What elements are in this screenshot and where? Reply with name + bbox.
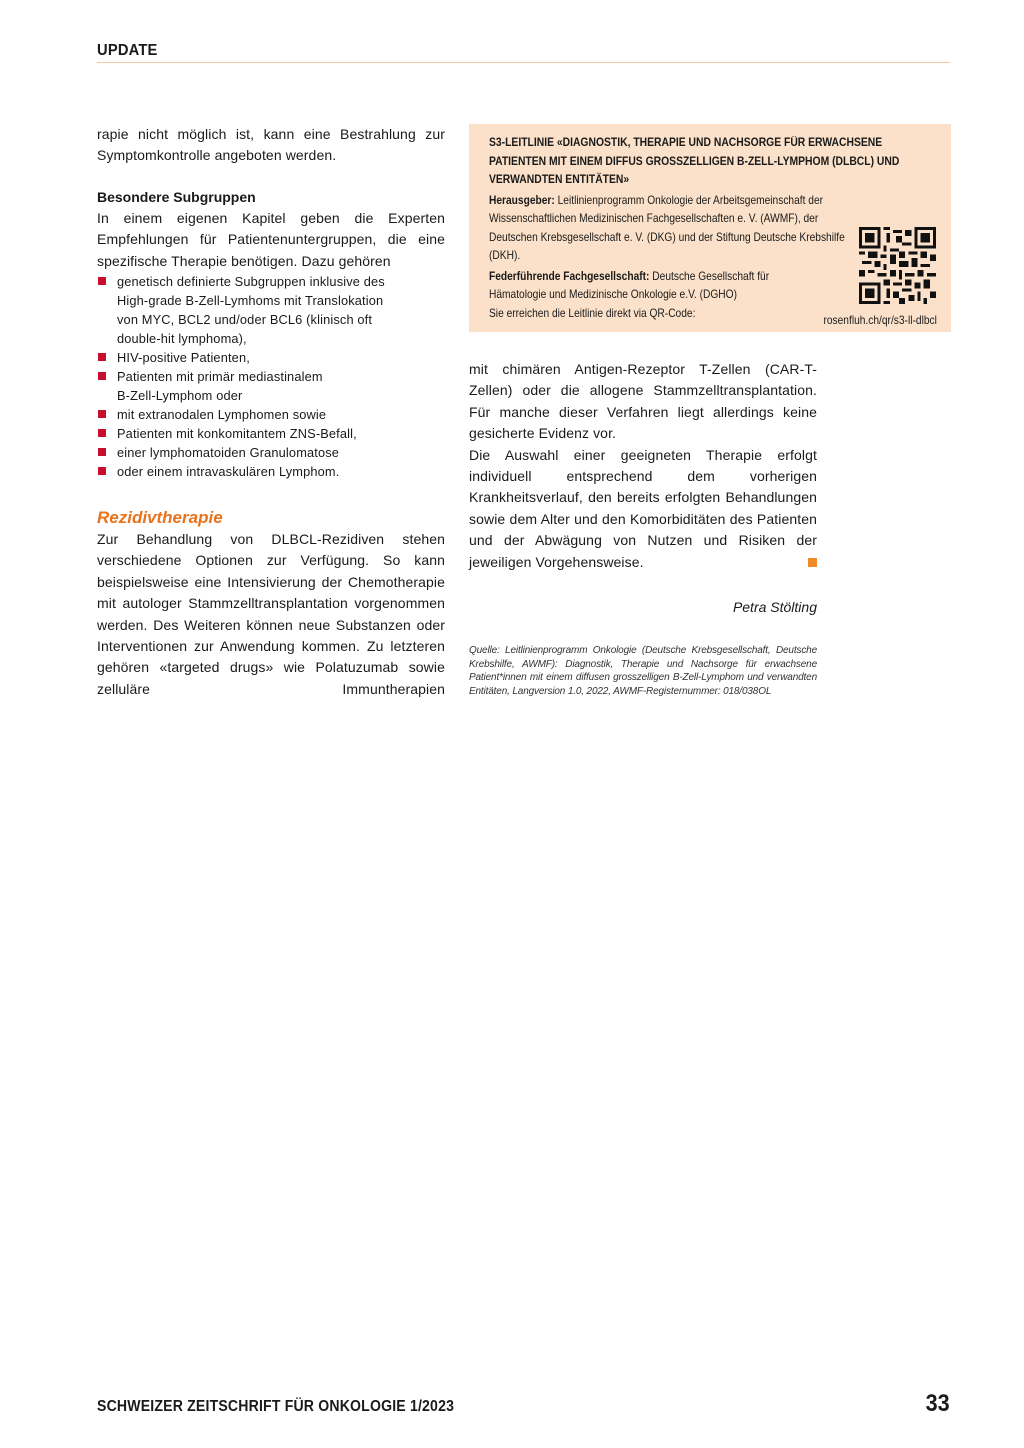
list-item bbox=[97, 348, 445, 367]
red-square-bullet-icon bbox=[98, 277, 106, 285]
section-label: UPDATE bbox=[97, 42, 158, 59]
journal-title: SCHWEIZER ZEITSCHRIFT FÜR ONKOLOGIE 1/2023 bbox=[97, 1398, 455, 1415]
author-name: Petra Stölting bbox=[732, 599, 817, 616]
red-square-bullet-icon bbox=[98, 467, 106, 475]
qr-prompt: Sie erreichen die Leitlinie direkt via QR-Code: bbox=[489, 307, 696, 320]
list-item-text: genetisch definierte Subgruppen inklusive des High-grade B-Zell-Lymhoms mit Translokation von MYC, BCL2 und/oder BCL6 (klinisch oft double-hit lymphoma), bbox=[117, 274, 385, 347]
orange-square-end-icon bbox=[808, 558, 817, 567]
guideline-url[interactable]: rosenfluh.ch/qr/s3-ll-dlbcl bbox=[823, 314, 937, 327]
publisher-block bbox=[489, 192, 867, 266]
list-item bbox=[97, 443, 445, 462]
lead-society-label: Federführende Fachgesellschaft: bbox=[489, 269, 650, 283]
red-square-bullet-icon bbox=[98, 410, 106, 418]
list-item-text: Patienten mit primär mediastinalem B-Zell-Lymphom oder bbox=[117, 369, 323, 404]
intro-paragraph: rapie nicht möglich ist, kann eine Bestrahlung zur Symptomkontrolle angeboten werden. bbox=[97, 126, 445, 164]
list-item bbox=[97, 424, 445, 443]
list-item-text: HIV-positive Patienten, bbox=[117, 350, 250, 366]
list-item-text: einer lymphomatoiden Granulomatose bbox=[117, 445, 340, 461]
source-citation: Quelle: Leitlinienprogramm Onkologie (Deutsche Krebsgesellschaft, Deutsche Krebshilfe, AWMF): Diagnostik, Therapie und Nachsorge für erwachsene Patient*innen mit einem diffusen grosszelligen B-Zell-Lymphom und verwandten Entitäten, Langversion 1.0, 2022, AWMF-Registernummer: 018/038OL bbox=[469, 645, 817, 697]
subgroups-heading: Besondere Subgruppen bbox=[97, 188, 256, 205]
red-square-bullet-icon bbox=[98, 448, 106, 456]
red-square-bullet-icon bbox=[98, 353, 106, 361]
therapy-choice-text: Die Auswahl einer geeigneten Therapie erfolgt individuell entsprechend dem vorherigen Krankheitsverlauf, den bereits erfolgten Behandlungen sowie dem Alter und den Komorbiditäten des Patienten und der Abwägung von Nutzen und Risiken der jeweiligen Vorgehensweise. bbox=[469, 446, 817, 570]
subgroups-list bbox=[97, 272, 445, 481]
publisher-label: Herausgeber: bbox=[489, 193, 555, 207]
relapse-paragraph: Zur Behandlung von DLBCL-Rezidiven stehen verschiedene Optionen zur Verfügung. So kann beispielsweise eine Intensivierung der Chemotherapie mit autologer Stammzelltransplantation vorgenommen werden. Des Weiteren können neue Substanzen oder Interventionen zur Anwendung kommen. Zu letzteren gehören «targeted drugs» wie Polatuzumab sowie zelluläre Immuntherapien bbox=[97, 531, 445, 697]
subgroups-paragraph: In einem eigenen Kapitel geben die Experten Empfehlungen für Patientenuntergruppen, die eine spezifische Therapie benötigen. Dazu gehören bbox=[97, 209, 445, 269]
guideline-title: S3-LEITLINIE «DIAGNOSTIK, THERAPIE UND NACHSORGE FÜR ERWACHSENE PATIENTEN MIT EINEM DIFFUS GROSSZELLIGEN B-ZELL-LYMPHOM (DLBCL) UND VERWANDTEN ENTITÄTEN» bbox=[489, 137, 900, 186]
list-item-text: mit extranodalen Lymphomen sowie bbox=[117, 407, 327, 423]
red-square-bullet-icon bbox=[98, 372, 106, 380]
relapse-heading: Rezidivtherapie bbox=[97, 508, 223, 528]
lead-society-text: Deutsche Gesellschaft für Hämatologie und Medizinische Onkologie e.V. (DGHO) bbox=[489, 269, 770, 301]
right-column bbox=[469, 359, 817, 698]
left-column bbox=[97, 124, 445, 700]
list-item bbox=[97, 272, 445, 348]
list-item-text: Patienten mit konkomitantem ZNS-Befall, bbox=[117, 426, 357, 442]
page-number: 33 bbox=[925, 1390, 950, 1417]
lead-society-block bbox=[489, 268, 788, 305]
red-square-bullet-icon bbox=[98, 429, 106, 437]
publisher-text: Leitlinienprogramm Onkologie der Arbeitsgemeinschaft der Wissenschaftlichen Medizinischen Fachgesellschaften e. V. (AWMF), der Deutschen Krebsgesellschaft e. V. (DKG) und der Stiftung Deutsche Krebshilfe (DKH). bbox=[489, 193, 845, 262]
car-t-paragraph: mit chimären Antigen-Rezeptor T-Zellen (CAR-T-Zellen) oder die allogene Stammzelltransplantation. Für manche dieser Verfahren liegt allerdings keine gesicherte Evidenz vor. bbox=[469, 361, 817, 442]
list-item bbox=[97, 367, 445, 405]
qr-code-icon[interactable] bbox=[859, 227, 936, 304]
header-rule bbox=[97, 62, 950, 63]
list-item-text: oder einem intravaskulären Lymphom. bbox=[117, 464, 340, 480]
therapy-choice-paragraph bbox=[469, 445, 817, 573]
list-item bbox=[97, 405, 445, 424]
list-item bbox=[97, 462, 445, 481]
